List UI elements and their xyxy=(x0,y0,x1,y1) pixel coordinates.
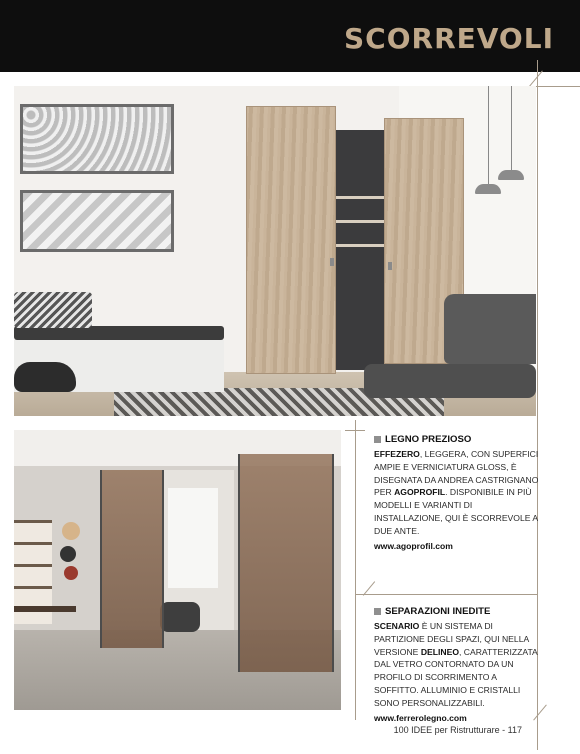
article-text: È UN SISTEMA DI PARTIZIONE DEGLI SPAZI, QUI NELLA VERSIONE xyxy=(374,621,529,657)
article-body xyxy=(374,620,542,710)
photo-ottoman xyxy=(364,364,536,398)
photo-lamp-cord xyxy=(488,86,489,184)
photo-desk xyxy=(14,606,76,612)
photo-wall-disc xyxy=(60,546,76,562)
photo-door-handle xyxy=(330,258,334,266)
article-text: , CARATTERIZZATA DAL VETRO CONTORNATO DA UN PROFILO DI SCORRIMENTO A SOFFITTO. ALLUMINIO E CRISTALLI SONO PERSONALIZZABILI. xyxy=(374,646,538,708)
article-text: , LEGGERA, CON SUPERFICI AMPIE E VERNICIATURA GLOSS, È DISEGNATA DA ANDREA CASTRIGNANO PER xyxy=(374,449,539,498)
photo-wall-art-dots xyxy=(20,104,174,174)
photo-glass-panel xyxy=(238,454,334,672)
article-maker: DELINEO xyxy=(420,646,460,657)
bullet-square-icon xyxy=(374,608,381,615)
article-heading xyxy=(374,605,542,618)
photo-wall-disc xyxy=(62,522,80,540)
photo-pillow xyxy=(14,292,92,328)
photo-door-opening xyxy=(336,130,386,370)
photo-wood-door-left xyxy=(246,106,336,374)
photo-shelf xyxy=(336,244,386,247)
article-maker: AGOPROFIL xyxy=(394,487,446,498)
photo-bench-cushion xyxy=(14,326,224,340)
article-body xyxy=(374,448,542,538)
article-website-link[interactable]: www.agoprofil.com xyxy=(374,540,453,551)
article-heading xyxy=(374,433,542,446)
article-heading-text: LEGNO PREZIOSO xyxy=(385,434,472,445)
section-title: SCORREVOLI xyxy=(343,22,554,55)
photo-pendant-lamp xyxy=(498,170,524,180)
page-footer: 100 IDEE per Ristrutturare - 117 xyxy=(393,725,522,735)
article-legno-prezioso xyxy=(374,433,542,552)
trim-line-mid-horizontal-2 xyxy=(355,594,537,595)
article-brand: SCENARIO xyxy=(374,621,420,631)
photo-shelf xyxy=(336,220,386,223)
article-text: . DISPONIBILE IN PIÙ MODELLI E VARIANTI DI INSTALLAZIONE, QUI È SCORREVOLE A DUE ANTE. xyxy=(374,487,538,536)
photo-pendant-lamp xyxy=(475,184,501,194)
photo-glass-panel xyxy=(100,470,164,648)
article-website-link[interactable]: www.ferrerolegno.com xyxy=(374,712,467,723)
photo-door-handle xyxy=(388,262,392,270)
article-brand: EFFEZERO xyxy=(374,449,420,459)
page-header xyxy=(0,0,580,72)
photo-shelf xyxy=(336,196,386,199)
trim-line-mid-left-vertical xyxy=(355,420,356,720)
bullet-square-icon xyxy=(374,436,381,443)
photo-sliding-wood-doors xyxy=(14,86,536,416)
photo-armchair xyxy=(160,602,200,632)
photo-lamp-cord xyxy=(511,86,512,170)
article-separazioni-inedite xyxy=(374,605,542,724)
photo-figurine xyxy=(14,362,76,392)
trim-line-top-diagonal xyxy=(529,71,543,87)
article-heading-text: SEPARAZIONI INEDITE xyxy=(385,606,491,617)
photo-window xyxy=(168,488,218,588)
trim-line-mid-horizontal-1 xyxy=(345,430,365,431)
photo-glass-partition xyxy=(14,430,341,710)
photo-wall-art-chevron xyxy=(20,190,174,252)
photo-sofa xyxy=(444,294,536,364)
photo-wall-disc xyxy=(64,566,78,580)
